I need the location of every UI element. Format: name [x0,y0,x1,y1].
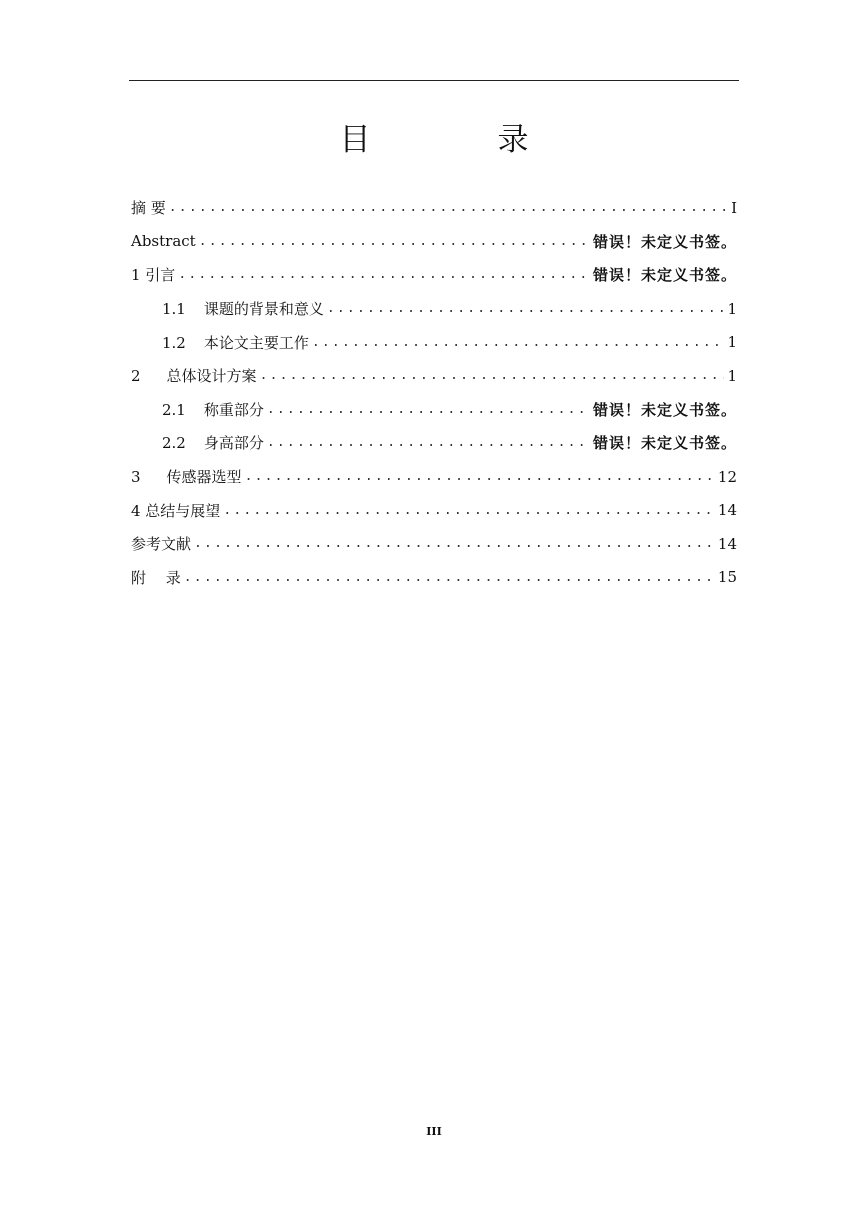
toc-entry-text: 身高部分 [203,434,264,453]
toc-dot-leader [194,536,715,551]
toc-entry[interactable] [131,527,737,561]
toc-entry-page: 1 [727,366,737,385]
toc-entry-label: 参考文献 [131,535,192,554]
toc-entry-page-error: 错误！未定义书签。 [592,400,737,419]
toc-entry-label: 4 总结与展望 [131,501,221,520]
toc-dot-leader [260,368,725,383]
toc-entry-label [162,432,264,453]
toc-entry-number: 2 [131,367,141,386]
toc-entry-page: 1 [727,333,737,352]
toc-entry[interactable] [131,325,737,359]
toc-entry-text: 称重部分 [203,400,264,419]
toc-dot-leader [312,335,725,350]
toc-list [131,191,737,594]
toc-entry-text: 本论文主要工作 [203,333,309,352]
toc-dot-leader [327,301,725,316]
toc-entry-label: 附 录 [131,568,181,587]
toc-entry-page: 12 [717,467,737,486]
toc-entry[interactable] [131,393,737,427]
toc-entry-label [162,332,309,353]
toc-entry[interactable] [131,225,737,259]
toc-entry-page-error: 错误！未定义书签。 [592,232,737,251]
header-rule [129,80,739,81]
toc-entry[interactable] [131,191,737,225]
toc-entry-page: 1 [727,299,737,318]
toc-entry-number: 2.2 [162,434,186,453]
toc-entry-page: I [731,198,737,217]
toc-entry-label: 1 引言 [131,266,176,285]
toc-entry[interactable] [131,258,737,292]
toc-entry-number: 2.1 [162,400,186,419]
toc-entry-page-error: 错误！未定义书签。 [592,266,737,285]
toc-entry-number: 1.2 [162,333,186,352]
toc-entry-page: 15 [717,568,737,587]
toc-dot-leader [267,435,590,450]
toc-dot-leader [184,570,715,585]
toc-dot-leader [245,469,715,484]
toc-entry-text: 总体设计方案 [166,367,257,386]
toc-entry-number: 1.1 [162,300,186,319]
toc-entry-label [131,365,257,386]
toc-dot-leader [223,503,715,518]
toc-entry[interactable] [131,292,737,326]
toc-entry-number: 3 [131,468,141,487]
toc-entry-text: 传感器选型 [166,468,242,487]
toc-dot-leader [267,402,590,417]
toc-dot-leader [169,200,728,215]
toc-entry-label: Abstract [131,232,196,251]
toc-entry-label [131,466,242,487]
toc-entry-label [162,399,264,420]
toc-entry[interactable] [131,493,737,527]
toc-entry-page-error: 错误！未定义书签。 [592,434,737,453]
toc-entry-page: 14 [717,501,737,520]
page-title: 目 录 [339,122,577,158]
toc-entry-text: 课题的背景和意义 [203,300,324,319]
toc-entry[interactable] [131,561,737,595]
toc-entry[interactable] [131,460,737,494]
toc-entry-label: 摘 要 [131,199,166,218]
toc-entry-label [162,298,324,319]
toc-entry-page: 14 [717,534,737,553]
toc-dot-leader [199,234,590,249]
toc-dot-leader [178,267,590,282]
toc-entry[interactable] [131,359,737,393]
toc-entry[interactable] [131,426,737,460]
page-number: III [426,1125,442,1138]
